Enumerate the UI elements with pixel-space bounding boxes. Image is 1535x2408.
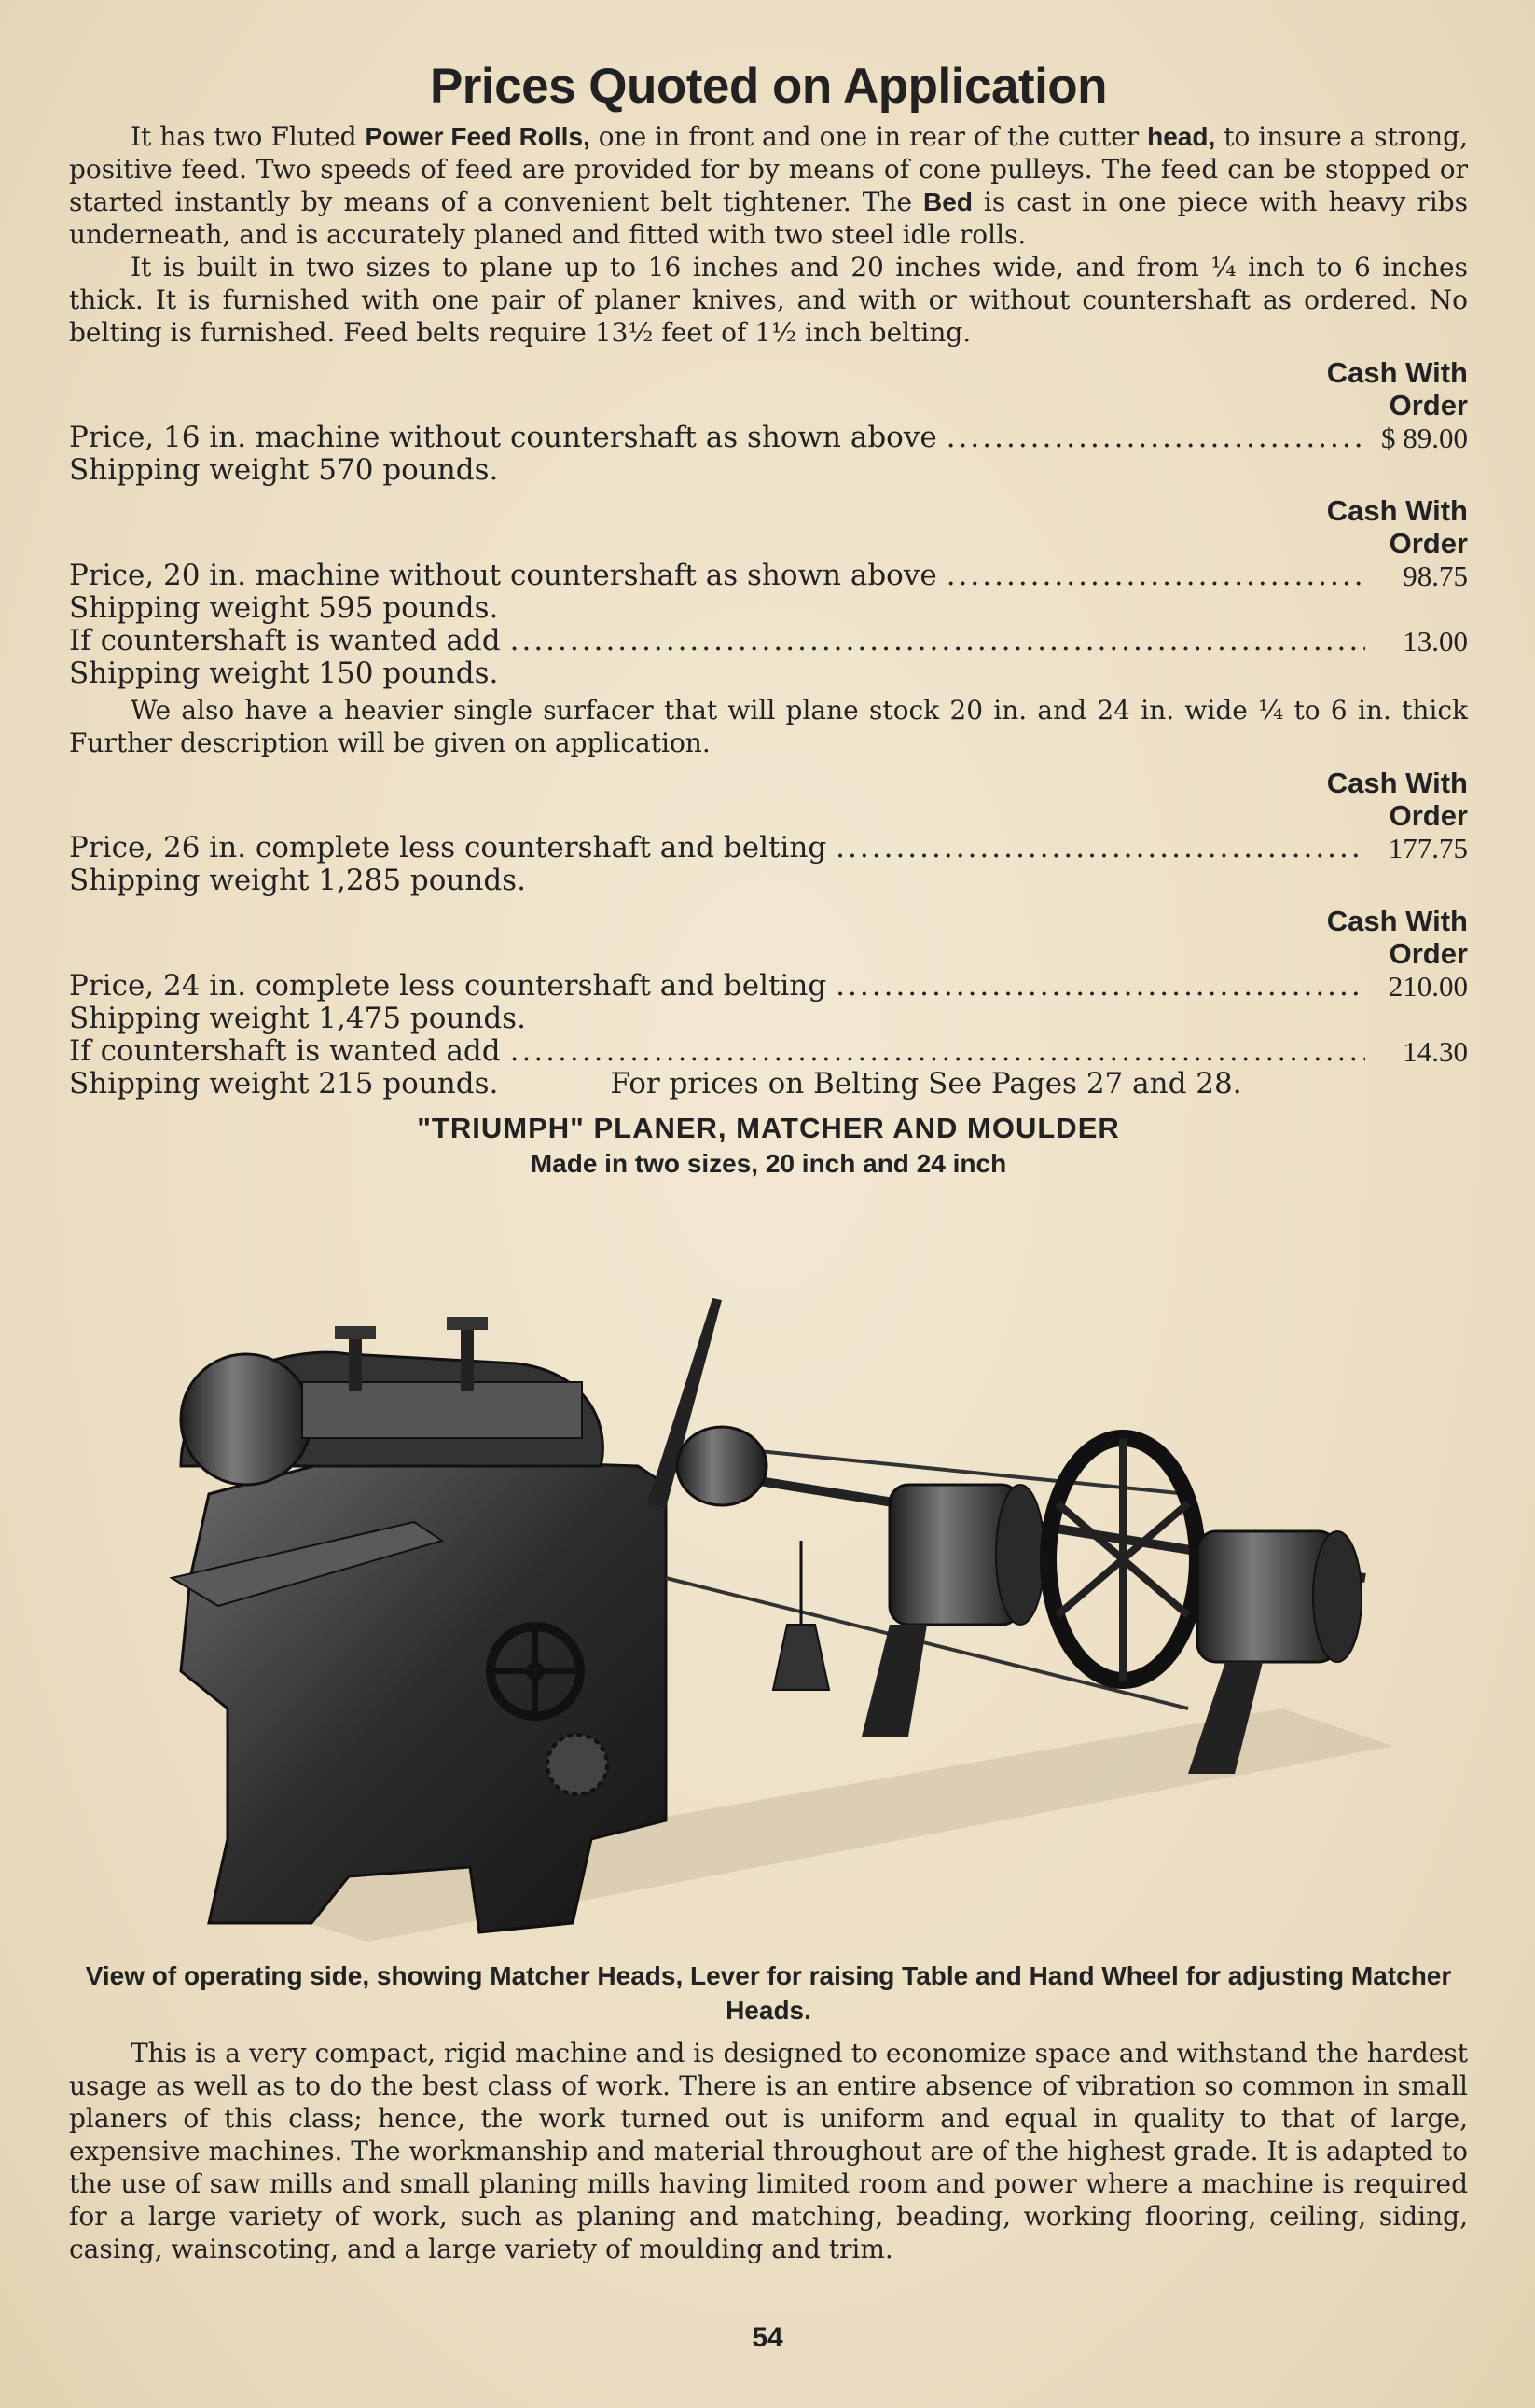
text-run: to insure a strong, positive feed. Two speeds of feed are provided for by means of cone pulleys. The feed can be stopped or started instantly by means of a convenient belt tightener. The [69, 121, 1468, 217]
price-label: Price, 16 in. machine without countershaft as shown above [69, 421, 937, 454]
shipping-weight-text: Shipping weight 1,475 pounds. [69, 1002, 526, 1035]
shipping-weight [69, 454, 1468, 487]
shipping-weight [69, 657, 1468, 690]
leader-dots [510, 1035, 1365, 1068]
belting-reference: For prices on Belting See Pages 27 and 28. [610, 1067, 1242, 1100]
price-line [69, 560, 1468, 592]
cash-label-line: Order [1389, 389, 1468, 422]
cash-label-line: Order [1389, 527, 1468, 560]
price-label: If countershaft is wanted add [69, 1034, 501, 1068]
page-content [69, 58, 1468, 2265]
leader-dots [836, 970, 1365, 1003]
intro-paragraph [69, 251, 1468, 349]
shipping-weight [69, 865, 1468, 897]
bold-term: Bed [923, 187, 973, 216]
shipping-weight-text: Shipping weight 150 pounds. [69, 657, 499, 690]
shipping-weight-text: Shipping weight 570 pounds. [69, 453, 499, 487]
intro-paragraph [69, 120, 1468, 251]
price-line [69, 1035, 1468, 1068]
price-amount: 14.30 [1403, 1035, 1468, 1068]
text-run: one in front and one in rear of the cutter [589, 121, 1148, 152]
price-line [69, 625, 1468, 657]
belt-tightener-weight [773, 1625, 829, 1690]
text-run: It has two Fluted [131, 121, 366, 152]
price-amount: 98.75 [1403, 560, 1468, 592]
cash-label-line: Cash With [1326, 356, 1468, 389]
loose-pulley [1197, 1531, 1362, 1662]
bevel-gear [547, 1735, 607, 1794]
illustration-caption: View of operating side, showing Matcher Heads, Lever for raising Table and Hand Wheel for adjusting Matcher Heads. [85, 1961, 1452, 2025]
shipping-weight-text: Shipping weight 595 pounds. [69, 591, 499, 625]
shipping-weight [69, 592, 1468, 625]
price-line [69, 422, 1468, 454]
top-pulley [181, 1354, 311, 1485]
price-line [69, 832, 1468, 865]
price-label: Price, 26 in. complete less countershaft and belting [69, 831, 827, 865]
hand-wheel [491, 1626, 580, 1716]
price-amount: 210.00 [1388, 970, 1468, 1003]
leader-dots [510, 625, 1365, 657]
price-amount: $ 89.00 [1381, 422, 1468, 454]
cash-with-order-label [69, 356, 1468, 422]
price-list-single-surfacer [69, 356, 1468, 690]
cash-with-order-label [69, 767, 1468, 832]
shipping-weight-text: Shipping weight 1,285 pounds. [69, 864, 526, 897]
cash-label-line: Cash With [1326, 767, 1468, 799]
price-label: Price, 20 in. machine without countershaft as shown above [69, 559, 937, 592]
cash-label-line: Order [1389, 937, 1468, 970]
text-run: is cast in one piece with heavy ribs underneath, and is accurately planed and fitted with two steel idle rolls. [69, 187, 1468, 250]
countershaft-stand-1 [862, 1625, 927, 1737]
price-label: If countershaft is wanted add [69, 624, 501, 657]
machine-description: This is a very compact, rigid machine and is designed to economize space and withstand the hardest usage as well as to do the best class of work. There is an entire absence of vibration so common in small planers of this class; hence, the work turned out is uniform and equal in quality to that of large, expensive machines. The workmanship and material throughout are of the highest grade. It is adapted to the use of saw mills and small planing mills having limited room and power where a machine is required for a large variety of work, such as planing and matching, beading, working flooring, ceiling, siding, casing, wainscoting, and a large variety of moulding and trim. [69, 2038, 1468, 2264]
cash-label-line: Order [1389, 799, 1468, 832]
bold-term: head, [1147, 122, 1216, 151]
cone-pulley [890, 1485, 1044, 1625]
text-run: It is built in two sizes to plane up to 16 inches and 20 inches wide, and from ¼ inch to 6 inches thick. It is furnished with one pair of planer knives, and with or without countershaft as ordered. No belting is furnished. Feed belts require 13½ feet of 1½ inch belting. [69, 252, 1468, 348]
section-title: "TRIUMPH" PLANER, MATCHER AND MOULDER [417, 1112, 1120, 1144]
price-list-heavy-surfacer [69, 767, 1468, 1100]
intro-text [69, 120, 1468, 349]
drive-drum [677, 1427, 767, 1505]
price-amount: 177.75 [1388, 832, 1468, 865]
planer-machine-illustration [69, 1186, 1468, 1951]
cash-with-order-label [69, 494, 1468, 560]
price-label: Price, 24 in. complete less countershaft and belting [69, 969, 827, 1003]
heavier-surfacer-note: We also have a heavier single surfacer that will plane stock 20 in. and 24 in. wide ¼ to 6 in. thick Further description will be given on application. [69, 695, 1468, 758]
cash-with-order-label [69, 905, 1468, 970]
shipping-weight-text: Shipping weight 215 pounds. [69, 1067, 499, 1100]
shipping-weight [69, 1003, 1468, 1035]
bold-term: Power Feed Rolls, [365, 122, 590, 151]
feed-roll-housing [302, 1382, 582, 1438]
leader-dots [947, 422, 1365, 454]
cash-label-line: Cash With [1326, 905, 1468, 937]
page-number: 54 [752, 2322, 783, 2353]
shipping-weight [69, 1068, 1468, 1100]
page-heading: Prices Quoted on Application [429, 59, 1108, 114]
flywheel [1048, 1438, 1197, 1681]
leader-dots [947, 560, 1365, 592]
cash-label-line: Cash With [1326, 494, 1468, 527]
price-amount: 13.00 [1403, 625, 1468, 657]
price-line [69, 970, 1468, 1003]
section-subtitle: Made in two sizes, 20 inch and 24 inch [530, 1149, 1007, 1178]
leader-dots [836, 832, 1365, 865]
